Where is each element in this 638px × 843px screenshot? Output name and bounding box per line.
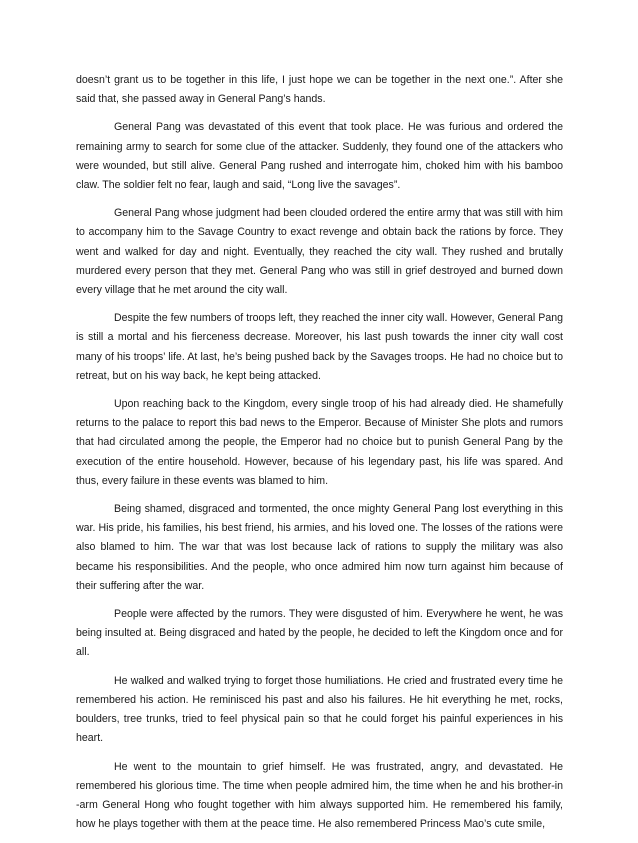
paragraph: People were affected by the rumors. They were disgusted of him. Everywhere he went, he was being insulted at. Being disgraced and hated by the people, he decided to left the Kingdom once and for all. [76, 608, 563, 659]
paragraph: General Pang whose judgment had been clouded ordered the entire army that was still with him to accompany him to the Savage Country to exact revenge and obtain back the rations by force. They went and walked for day and night. Eventually, they reached the city wall. They rushed and brutally murdered every person that they met. General Pang who was still in grief destroyed and burned down every village that he met around the city wall. [76, 207, 563, 297]
document-body [76, 71, 563, 843]
paragraph: Despite the few numbers of troops left, they reached the inner city wall. However, General Pang is still a mortal and his fierceness decrease. Moreover, his last push towards the inner city wall cost many of his troops’ life. At last, he’s being pushed back by the Savages troops. He had no choice but to retreat, but on his way back, he kept being attacked. [76, 312, 563, 382]
paragraph: He went to the mountain to grief himself. He was frustrated, angry, and devastated. He remembered his glorious time. The time when people admired him, the time when he and his brother-in -arm General Hong who fought together with him always supported him. He remembered his family, how he plays together with them at the peace time. He also remembered Princess Mao’s cute smile, [76, 760, 563, 831]
paragraph-continuation: doesn’t grant us to be together in this life, I just hope we can be together in the next one.”. After she said that, she passed away in General Pang’s hands. [76, 74, 563, 106]
paragraph: Upon reaching back to the Kingdom, every single troop of his had already died. He shamefully returns to the palace to report this bad news to the Emperor. Because of Minister She plots and rumors that had circulated among the people, the Emperor had no choice but to punish General Pang by the execution of the entire household. However, because of his legendary past, his life was spared. And thus, every failure in these events was blamed to him. [76, 398, 563, 487]
paragraph: General Pang was devastated of this event that took place. He was furious and ordered the remaining army to search for some clue of the attacker. Suddenly, they found one of the attackers who were wounded, but still alive. General Pang rushed and interrogate him, choked him with his bamboo claw. The soldier felt no fear, laugh and said, “Long live the savages”. [76, 121, 563, 192]
paragraph: He walked and walked trying to forget those humiliations. He cried and frustrated every time he remembered his action. He reminisced his past and also his failures. He hit everything he met, rocks, boulders, tree trunks, tried to feel physical pain so that he could forget his painful experiences in his heart. [76, 674, 563, 745]
paragraph: Being shamed, disgraced and tormented, the once mighty General Pang lost everything in this war. His pride, his families, his best friend, his armies, and his loved one. The losses of the rations were also blamed to him. The war that was lost because lack of rations to supply the military was also became his responsibilities. And the people, who once admired him now turn against him because of their suffering after the war. [76, 503, 563, 592]
